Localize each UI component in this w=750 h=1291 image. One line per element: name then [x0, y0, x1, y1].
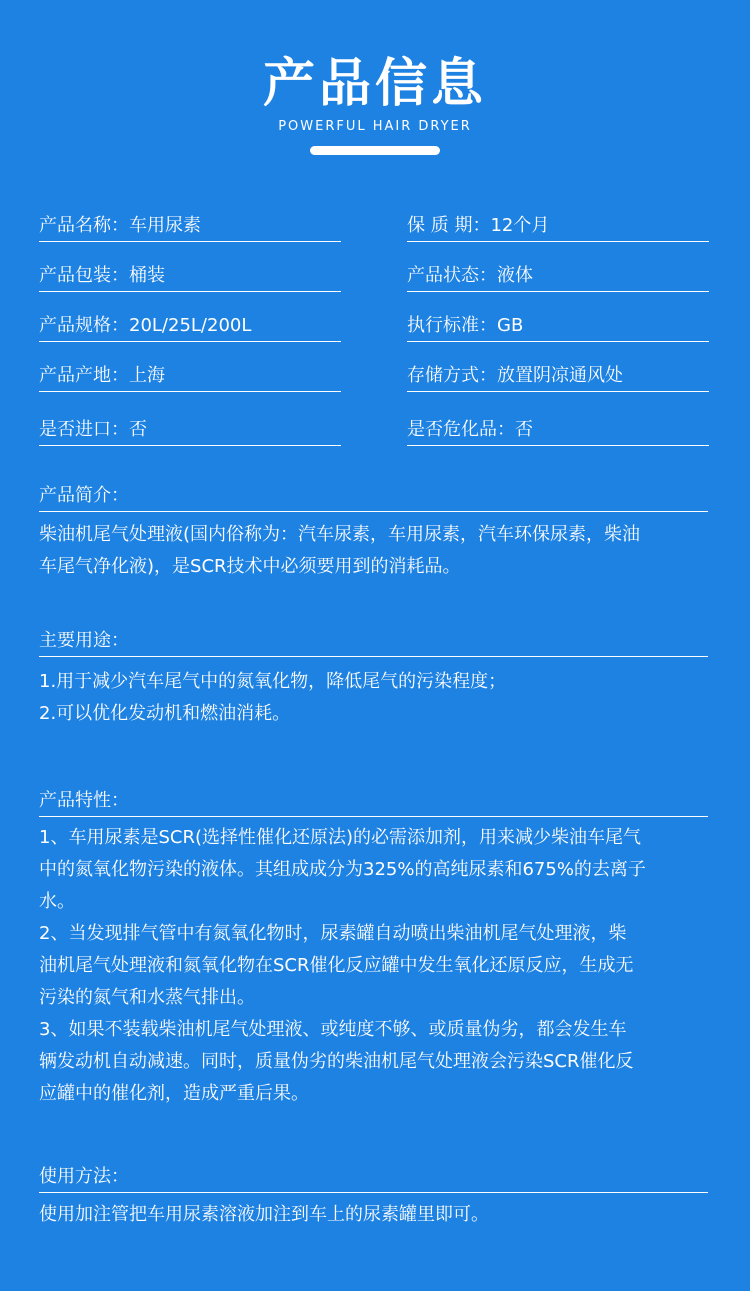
field-spec — [39, 311, 341, 342]
features-line: 辆发动机自动减速。同时，质量伪劣的柴油机尾气处理液会污染SCR催化反 — [39, 1051, 634, 1072]
features-heading: 产品特性： — [39, 786, 708, 817]
field-value: GB — [497, 315, 524, 336]
field-value: 20L/25L/200L — [129, 315, 252, 336]
page-title: 产品信息 — [262, 54, 487, 114]
field-origin — [39, 361, 341, 392]
features-line: 2、当发现排气管中有氮氧化物时，尿素罐自动喷出柴油机尾气处理液，柴 — [39, 923, 627, 944]
usage-line: 1.用于减少汽车尾气中的氮氧化物，降低尾气的污染程度； — [39, 671, 507, 692]
field-label: 执行标准： — [407, 315, 497, 336]
field-value: 12个月 — [490, 215, 550, 236]
field-imported — [39, 415, 341, 446]
field-value: 上海 — [129, 365, 165, 386]
field-label: 保 质 期： — [407, 215, 491, 236]
intro-heading: 产品简介： — [39, 481, 708, 512]
title-underline-bar — [310, 146, 440, 155]
method-line: 使用加注管把车用尿素溶液加注到车上的尿素罐里即可。 — [39, 1204, 489, 1225]
field-shelf-life — [407, 211, 709, 242]
field-standard — [407, 311, 709, 342]
field-packaging — [39, 261, 341, 292]
field-value: 否 — [129, 419, 147, 440]
field-value: 放置阴凉通风处 — [497, 365, 623, 386]
field-value: 液体 — [497, 265, 533, 286]
intro-line: 柴油机尾气处理液(国内俗称为：汽车尿素，车用尿素，汽车环保尿素，柴油 — [39, 524, 641, 545]
method-heading: 使用方法： — [39, 1162, 708, 1193]
usage-body — [39, 666, 711, 730]
features-body — [39, 822, 711, 1110]
field-label: 产品包装： — [39, 265, 129, 286]
field-value: 桶装 — [129, 265, 165, 286]
field-state — [407, 261, 709, 292]
features-line: 1、车用尿素是SCR(选择性催化还原法)的必需添加剂，用来减少柴油车尾气 — [39, 827, 641, 848]
usage-heading: 主要用途： — [39, 626, 708, 657]
features-line: 应罐中的催化剂，造成严重后果。 — [39, 1083, 309, 1104]
features-line: 3、如果不装载柴油机尾气处理液、或纯度不够、或质量伪劣，都会发生车 — [39, 1019, 627, 1040]
field-storage — [407, 361, 709, 392]
intro-line: 车尾气净化液)，是SCR技术中必须要用到的消耗品。 — [39, 556, 461, 577]
features-line: 水。 — [39, 891, 75, 912]
method-body — [39, 1199, 711, 1231]
field-label: 是否危化品： — [407, 419, 515, 440]
features-line: 油机尾气处理液和氮氧化物在SCR催化反应罐中发生氧化还原反应，生成无 — [39, 955, 634, 976]
field-value: 车用尿素 — [129, 215, 201, 236]
usage-line: 2.可以优化发动机和燃油消耗。 — [39, 703, 291, 724]
features-line: 中的氮氧化物污染的液体。其组成成分为325%的高纯尿素和675%的去离子 — [39, 859, 646, 880]
page-subtitle: POWERFUL HAIR DRYER — [278, 119, 472, 134]
field-label: 产品名称： — [39, 215, 129, 236]
field-label: 存储方式： — [407, 365, 497, 386]
features-line: 污染的氮气和水蒸气排出。 — [39, 987, 255, 1008]
field-label: 产品产地： — [39, 365, 129, 386]
field-label: 是否进口： — [39, 419, 129, 440]
field-label: 产品状态： — [407, 265, 497, 286]
field-product-name — [39, 211, 341, 242]
field-hazardous — [407, 415, 709, 446]
field-label: 产品规格： — [39, 315, 129, 336]
intro-body — [39, 519, 711, 583]
field-value: 否 — [515, 419, 533, 440]
